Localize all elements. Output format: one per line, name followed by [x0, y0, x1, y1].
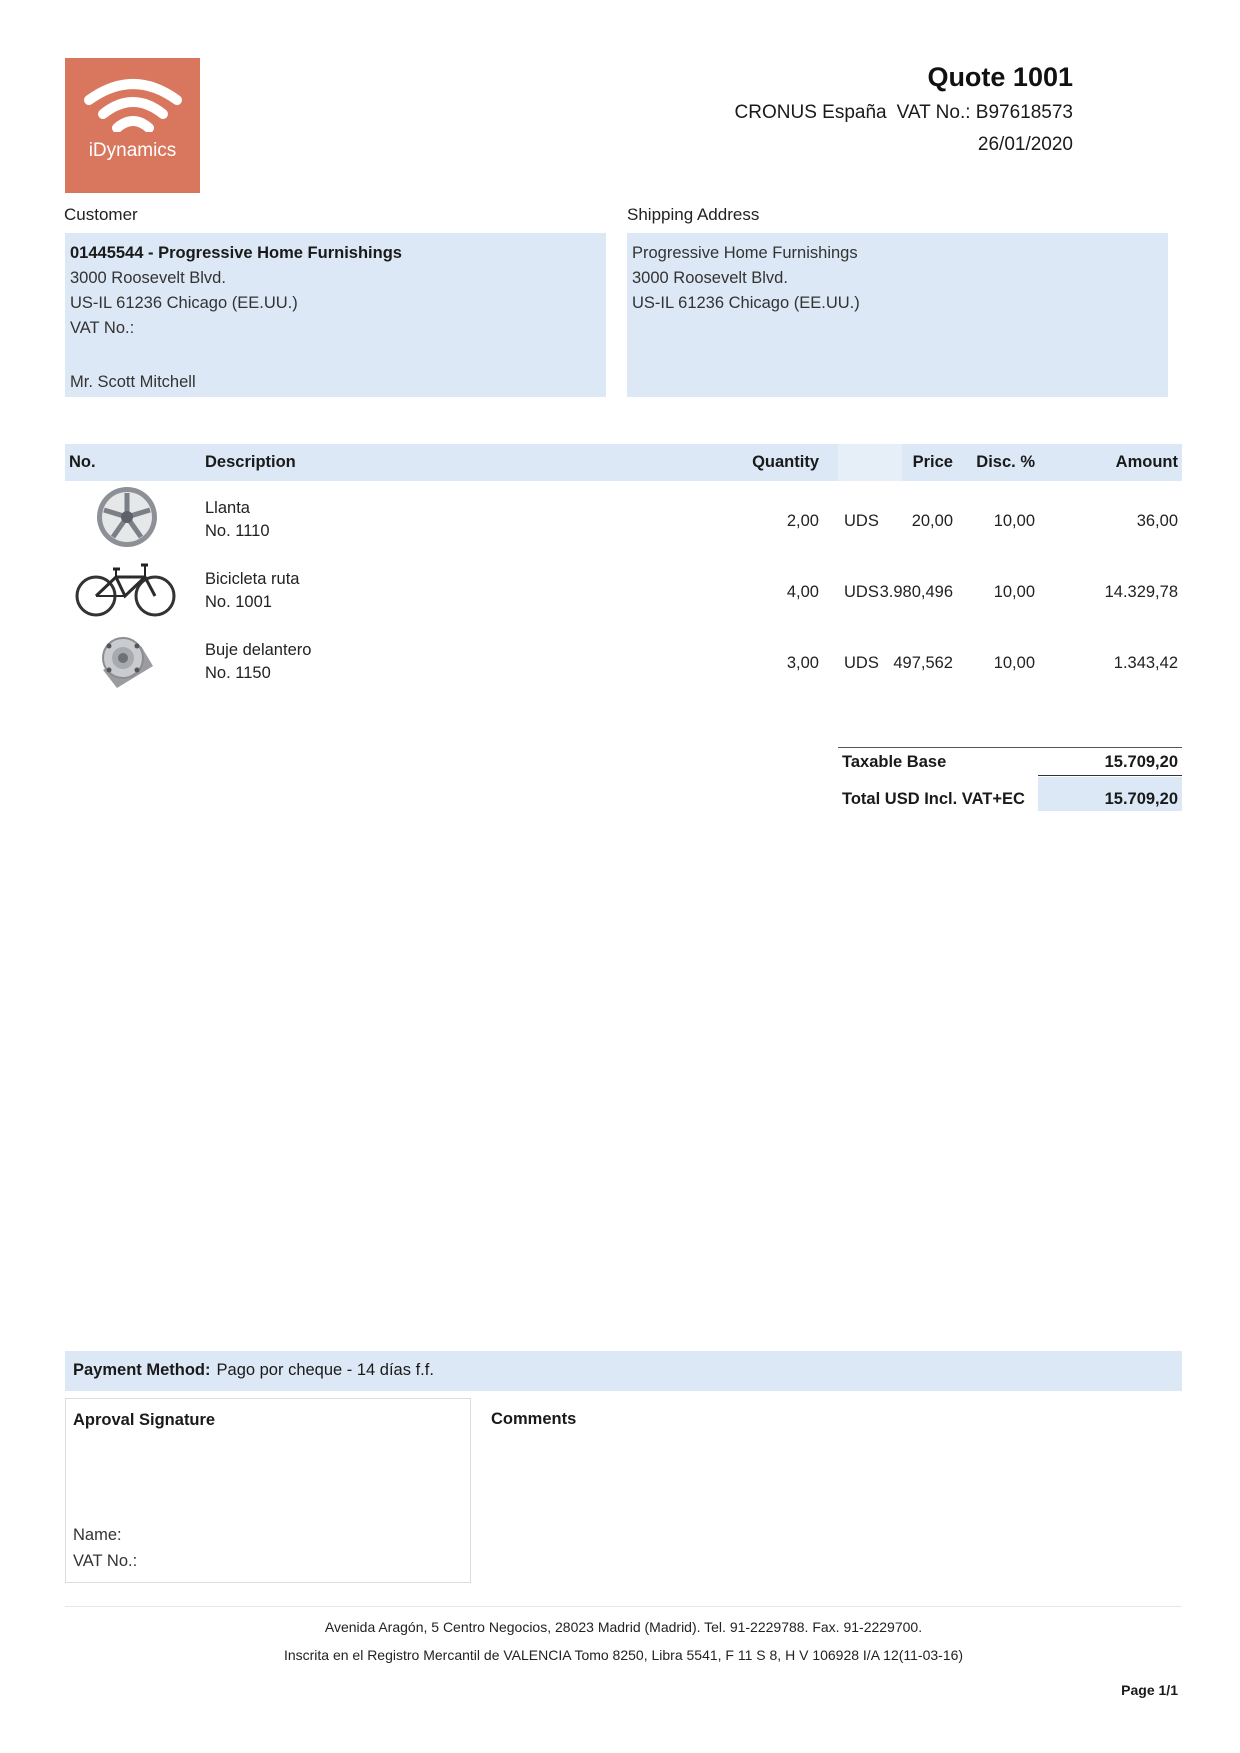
items-table-header — [65, 444, 1182, 481]
customer-name: 01445544 - Progressive Home Furnishings — [70, 244, 402, 262]
table-row — [65, 624, 1182, 696]
header-price: Price — [912, 453, 953, 471]
item-number: No. 1001 — [205, 593, 272, 611]
signature-title: Aproval Signature — [73, 1411, 216, 1429]
shipping-box — [627, 233, 1168, 397]
quote-date: 26/01/2020 — [977, 134, 1073, 155]
customer-box — [65, 233, 606, 397]
payment-method-bar — [65, 1351, 1182, 1391]
header-amount: Amount — [1115, 453, 1178, 471]
item-uom: UDS — [844, 583, 879, 601]
customer-contact: Mr. Scott Mitchell — [70, 373, 196, 391]
shipping-address1: 3000 Roosevelt Blvd. — [632, 269, 788, 287]
item-number: No. 1110 — [205, 522, 270, 540]
customer-address2: US-IL 61236 Chicago (EE.UU.) — [70, 294, 298, 312]
shipping-name: Progressive Home Furnishings — [632, 244, 858, 262]
page-number: Page 1/1 — [1121, 1682, 1178, 1698]
customer-label: Customer — [64, 205, 138, 224]
company-vat: VAT No.: B97618573 — [896, 102, 1073, 123]
company-name: CRONUS España — [734, 102, 887, 123]
item-discount: 10,00 — [993, 583, 1035, 601]
payment-method-value: Pago por cheque - 14 días f.f. — [216, 1361, 434, 1379]
footer-registry: Inscrita en el Registro Mercantil de VALENCIA Tomo 8250, Libra 5541, F 11 S 8, H V 106928 I/A 12(11-03-16) — [283, 1647, 964, 1663]
item-discount: 10,00 — [993, 654, 1035, 672]
table-row — [65, 553, 1182, 625]
item-amount: 14.329,78 — [1104, 583, 1178, 601]
item-quantity: 2,00 — [786, 512, 819, 530]
footer-divider — [65, 1606, 1182, 1607]
item-uom: UDS — [844, 512, 879, 530]
item-amount: 1.343,42 — [1113, 654, 1178, 672]
item-price: 20,00 — [911, 512, 953, 530]
item-price: 497,562 — [893, 654, 953, 672]
total-label: Total USD Incl. VAT+EC — [842, 790, 1025, 808]
shipping-label: Shipping Address — [627, 205, 760, 224]
total-value: 15.709,20 — [1104, 790, 1178, 808]
taxable-base-label: Taxable Base — [842, 753, 947, 771]
approval-signature-box — [65, 1398, 471, 1583]
item-description: Llanta — [205, 499, 250, 517]
quote-title: Quote 1001 — [927, 62, 1073, 92]
header-no: No. — [69, 453, 96, 471]
item-quantity: 3,00 — [786, 654, 819, 672]
shipping-address2: US-IL 61236 Chicago (EE.UU.) — [632, 294, 860, 312]
company-logo — [65, 58, 200, 193]
signature-name-label: Name: — [73, 1526, 122, 1544]
item-description: Bicicleta ruta — [205, 570, 300, 588]
payment-method-label: Payment Method: — [73, 1361, 211, 1379]
wifi-signal-icon — [83, 76, 183, 132]
uom-column-shade — [838, 444, 902, 481]
item-price: 3.980,496 — [879, 583, 953, 601]
item-amount: 36,00 — [1136, 512, 1178, 530]
totals-divider — [838, 747, 1182, 748]
item-discount: 10,00 — [993, 512, 1035, 530]
signature-vat-label: VAT No.: — [73, 1552, 138, 1570]
taxable-base-value: 15.709,20 — [1104, 753, 1178, 771]
item-number: No. 1150 — [205, 664, 271, 682]
item-uom: UDS — [844, 654, 879, 672]
header-disc: Disc. % — [976, 453, 1035, 471]
customer-address1: 3000 Roosevelt Blvd. — [70, 269, 226, 287]
footer-address: Avenida Aragón, 5 Centro Negocios, 28023 Madrid (Madrid). Tel. 91-2229788. Fax. 91-2229700. — [324, 1619, 923, 1635]
wheel-hub-image — [73, 626, 178, 692]
header-description: Description — [205, 453, 296, 471]
company-line — [735, 102, 1073, 124]
taxable-underline — [1038, 775, 1182, 776]
item-quantity: 4,00 — [786, 583, 819, 601]
item-description: Buje delantero — [205, 641, 312, 659]
comments-title: Comments — [491, 1410, 577, 1428]
customer-vat: VAT No.: — [70, 319, 135, 337]
table-row — [65, 482, 1182, 554]
logo-text: iDynamics — [88, 140, 177, 161]
header-quantity: Quantity — [752, 453, 819, 471]
bicycle-image — [73, 555, 178, 621]
wheel-rim-image — [73, 484, 178, 550]
